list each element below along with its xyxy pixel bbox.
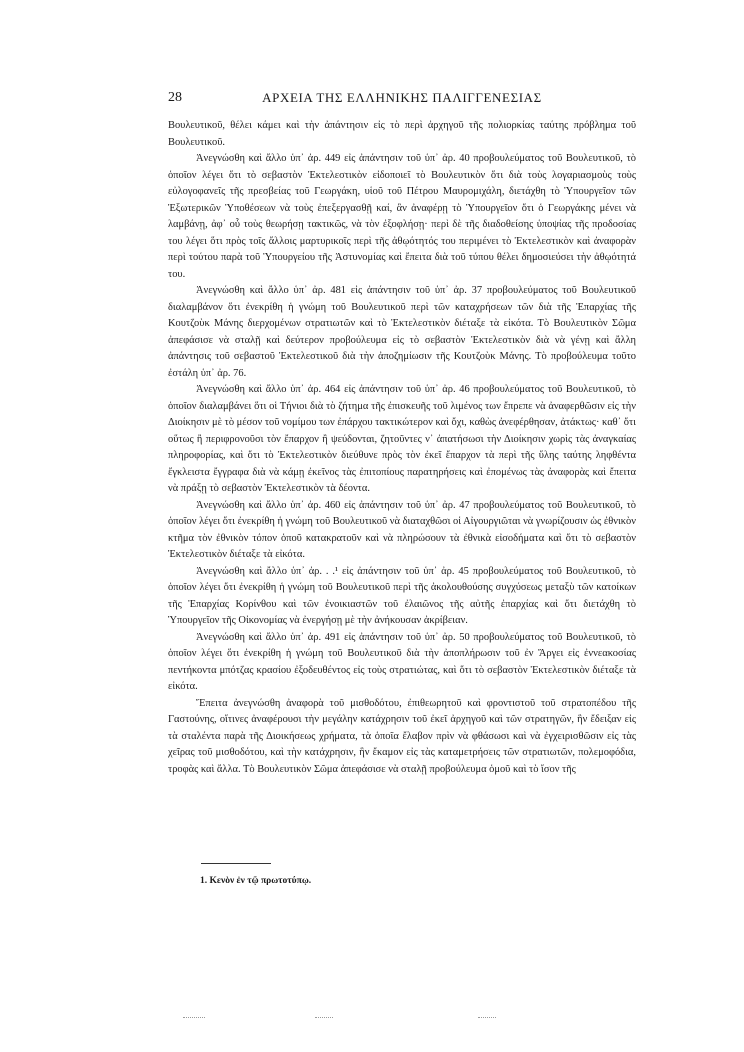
paragraph: Ἀνεγνώσθη καὶ ἄλλο ὑπ᾿ ἀρ. 449 εἰς ἀπάντησιν τοῦ ὑπ᾿ ἀρ. 40 προβουλεύματος τοῦ Βουλευτικοῦ, τὸ ὁποῖον λέγει ὅτι τὸ σεβαστὸν Ἐκτελεστικὸν εἰδοποιεῖ τὸ Βουλευτικὸν ὅτι διὰ τοὺς λογαριασμοὺς τοὺς εὐλογοφανεῖς τῆς πρεσβείας τοῦ Γεωργάκη, υἱοῦ τοῦ Πέτρου Μαυρομιχάλη, διετάχθη τὸ Ὑπουργεῖον τῶν Ἐξωτερικῶν Ὑποθέσεων νὰ τοὺς ἐπεξεργασθῇ καί, ἂν ἀναφέρῃ τὸ Ὑπουργεῖον ὅτι ὁ Γεωργάκης μένει νὰ λαμβάνῃ, ἀφ᾿ οὗ τοὺς θεωρήσῃ τακτικῶς, νὰ τὸν ἐξοφλήσῃ· περὶ δὲ τῆς διαδοθείσης ὑποψίας τῆς προδοσίας του λέγει ὅτι πρὸς τοῖς ἄλλοις μαρτυρικοῖς περὶ τῆς ἀθῳότητός του περιμένει τὸ Ἐκτελεστικὸν καὶ ἀναφορὰν περὶ τούτου παρὰ τοῦ Ὑπουργείου τῆς Ἀστυνομίας καὶ ἔπειτα διὰ τοῦ τύπου θέλει δημοσιεύσει τὴν ἀθῳότητά του. xyxy=(168,153,636,280)
page-header xyxy=(168,90,636,108)
paragraph: Ἔπειτα ἀνεγνώσθη ἀναφορὰ τοῦ μισθοδότου, ἐπιθεωρητοῦ καὶ φροντιστοῦ τοῦ στρατοπέδου τῆς Γαστούνης, οἵτινες ἀναφέρουσι τὴν μεγάλην κατάχρησιν τοῦ ἐκεῖ ἀρχηγοῦ καὶ τῶν στρατηγῶν, ἣν ἔδειξαν εἰς τὰ σταλέντα παρὰ τῆς Διοικήσεως χρήματα, τὰ ὁποῖα ἔλαβον πρὶν νὰ φθάσωσι καὶ νὰ ἐγχειρισθῶσιν εἰς τὰς χεῖρας τοῦ μισθοδότου, καὶ τὴν κατάχρησιν, ἣν ἔκαμον εἰς τὰς καταμετρήσεις τῶν στρατιωτῶν, πολεμοφόδια, τροφὰς καὶ ἄλλα. Τὸ Βουλευτικὸν Σῶμα ἀπεφάσισε νὰ σταλῇ προβούλευμα ὁμοῦ καὶ τὸ ἴσον τῆς xyxy=(168,697,636,775)
scan-artifact xyxy=(183,1017,205,1018)
paragraph: Βουλευτικοῦ, θέλει κάμει καὶ τὴν ἀπάντησιν εἰς τὸ περὶ ἀρχηγοῦ τῆς πολιορκίας ταύτης πρόβλημα τοῦ Βουλευτικοῦ. xyxy=(168,120,636,148)
body-text xyxy=(168,118,636,778)
scan-artifact xyxy=(315,1017,333,1018)
running-title: ΑΡΧΕΙΑ ΤΗΣ ΕΛΛΗΝΙΚΗΣ ΠΑΛΙΓΓΕΝΕΣΙΑΣ xyxy=(262,90,542,105)
scan-artifact xyxy=(478,1017,496,1018)
paragraph: Ἀνεγνώσθη καὶ ἄλλο ὑπ᾿ ἀρ. 491 εἰς ἀπάντησιν τοῦ ὑπ᾿ ἀρ. 50 προβουλεύματος τοῦ Βουλευτικοῦ, τὸ ὁποῖον λέγει ὅτι ἐνεκρίθη ἡ γνώμη τοῦ Βουλευτικοῦ διὰ τὴν ἀποπλήρωσιν τοῦ ἐν Ἄργει εἰς ἐννεακοσίας πεντήκοντα μπότζας κρασίου ἐξοδευθέντος εἰς τοὺς στρατιώτας, καὶ ὅτι τὸ σεβαστὸν Ἐκτελεστικὸν διέταξε τὰ εἰκότα. xyxy=(168,631,636,692)
footnote-divider xyxy=(201,863,271,864)
paragraph: Ἀνεγνώσθη καὶ ἄλλο ὑπ᾿ ἀρ. 481 εἰς ἀπάντησιν τοῦ ὑπ᾿ ἀρ. 37 προβουλεύματος τοῦ Βουλευτικοῦ διαλαμβάνον ὅτι ἐνεκρίθη ἡ γνώμη τοῦ Βουλευτικοῦ περὶ τῶν καταχρήσεων τῶν διὰ τῆς Ἐπαρχίας τῆς Κουτζοὺκ Μάνης διερχομένων στρατιωτῶν καὶ τὸ Ἐκτελεστικὸν διέταξε τὰ εἰκότα. Τὸ Βουλευτικὸν Σῶμα ἀπεφάσισε νὰ σταλῇ καὶ δεύτερον προβούλευμα εἰς τὸ σεβαστὸν Ἐκτελεστικὸν διὰ νὰ γένῃ καὶ ἄλλη ἀπάντησις τοῦ σεβαστοῦ Ἐκτελεστικοῦ διὰ τὴν ἀποζημίωσιν τῆς Κουτζοὺκ Μάνης. Τὸ προβούλευμα τοῦτο ἐστάλη ὑπ᾿ ἀρ. 76. xyxy=(168,285,636,379)
paragraph: Ἀνεγνώσθη καὶ ἄλλο ὑπ᾿ ἀρ. . .¹ εἰς ἀπάντησιν τοῦ ὑπ᾿ ἀρ. 45 προβουλεύματος τοῦ Βουλευτικοῦ, τὸ ὁποῖον λέγει ὅτι ἐνεκρίθη ἡ γνώμη τοῦ Βουλευτικοῦ περὶ τῆς ἀκολουθούσης συγχύσεως μεταξὺ τῶν κατοίκων τῆς Ἐπαρχίας Κορίνθου καὶ τῶν ἐνοικιαστῶν τοῦ ἐλαιῶνος τῆς αὐτῆς ἐπαρχίας καὶ ὅτι διετάχθη τὸ Ὑπουργεῖον τῆς Οἰκονομίας νὰ ἐνεργήσῃ μὲ τὴν ἀνήκουσαν ἀκρίβειαν. xyxy=(168,565,636,626)
paragraph: Ἀνεγνώσθη καὶ ἄλλο ὑπ᾿ ἀρ. 460 εἰς ἀπάντησιν τοῦ ὑπ᾿ ἀρ. 47 προβουλεύματος τοῦ Βουλευτικοῦ, τὸ ὁποῖον λέγει ὅτι ἐνεκρίθη ἡ γνώμη τοῦ Βουλευτικοῦ νὰ διαταχθῶσι οἱ Αἰγουργιῶται νὰ γνωρίζουσιν ὡς ἐθνικὸν κτῆμα τὸν ἐθνικὸν τόπον ὁποῦ κατακρατοῦν καὶ νὰ πληρώσουν τὰ ἐθνικὰ εἰσοδήματα καὶ ὅτι τὸ σεβαστὸν Ἐκτελεστικὸν διέταξε τὰ εἰκότα. xyxy=(168,499,636,560)
footnote: 1. Κενὸν ἐν τῷ πρωτοτύπῳ. xyxy=(200,876,312,886)
page-number: 28 xyxy=(168,90,182,105)
paragraph: Ἀνεγνώσθη καὶ ἄλλο ὑπ᾿ ἀρ. 464 εἰς ἀπάντησιν τοῦ ὑπ᾿ ἀρ. 46 προβουλεύματος τοῦ Βουλευτικοῦ, τὸ ὁποῖον διαλαμβάνει ὅτι οἱ Τήνιοι διὰ τὸ ζήτημα τῆς ἐπισκευῆς τοῦ λιμένος των ἔπρεπε νὰ ἀναφερθῶσιν εἰς τὴν Διοίκησιν μὲ τὸ μέσον τοῦ νομίμου των ἐπάρχου τακτικώτερον καὶ ὄχι, καθὼς ἀνεφέρθησαν, ἀτάκτως· καθ᾿ ὅτι οὕτως ἢ περιφρονοῦσι τὸν ἔπαρχον ἢ ψεύδονται, ζητοῦντες ν᾿ ἀπατήσωσι τὴν Διοίκησιν χωρὶς τὰς ἀναγκαίας πληροφορίας, καὶ ὅτι τὸ Ἐκτελεστικὸν διεύθυνε πρὸς τὸν ἐκεῖ ἔπαρχον τὰ περὶ τῆς ὕλης ταύτης ληφθέντα ἔγκλειστα ἔγγραφα διὰ νὰ κάμῃ ἐκεῖνος τὰς ἐπιτοπίους παρατηρήσεις καὶ ἐπομένως τὰς ἀναφορὰς καὶ ἔπειτα νὰ πράξῃ τὸ σεβαστὸν Ἐκτελεστικὸν τὰ δέοντα. xyxy=(168,384,636,494)
